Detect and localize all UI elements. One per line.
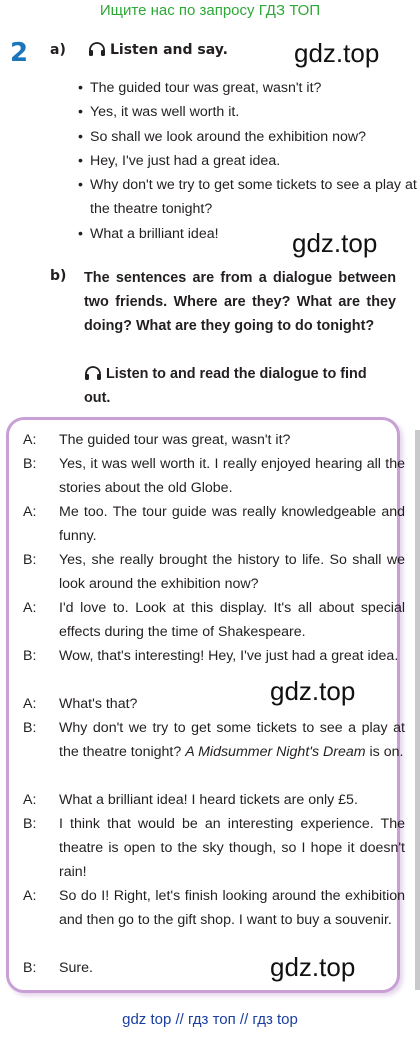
dialogue-line [23,884,405,932]
page-edge [415,430,420,990]
speaker-label: A: [23,504,37,520]
dialogue-line [23,596,405,644]
speaker-label: B: [23,720,37,736]
list-item: • The guided tour was great, wasn't it? [78,76,418,100]
dialogue-text: Yes, it was well worth it. I really enjoyed hearing all the stories about the old Globe. [59,456,405,497]
watermark: gdz.top [270,676,356,706]
dialogue-text: What's that? [59,696,138,712]
speaker-label: A: [23,432,37,448]
watermark: gdz.top [294,38,380,68]
speaker-label: B: [23,816,37,832]
dialogue-text: Me too. The tour guide was really knowledgeable and funny. [59,504,405,545]
dialogue-text: Wow, that's interesting! Hey, I've just had a great idea. [59,648,399,664]
headphones-icon [84,366,102,380]
play-title: A Midsummer Night's Dream [185,744,366,761]
dialogue-line [23,500,405,548]
dialogue-line [23,788,405,812]
list-item: • Hey, I've just had a great idea. [78,149,418,173]
task-number: 2 [10,38,29,68]
dialogue-text: So do I! Right, let's finish looking around the exhibition and then go to the gift shop. I want to buy a souvenir. [59,888,405,929]
dialogue-text: Yes, she really brought the history to life. So shall we look around the exhibition now? [59,552,405,593]
list-item: • Why don't we try to get some tickets to see a play at the theatre tonight? [78,173,418,222]
part-a-title-text: Listen and say. [110,42,228,58]
part-a-label: a) [50,42,66,58]
part-b-listen [84,362,396,410]
speaker-label: B: [23,456,37,472]
dialogue-line [23,716,405,764]
dialogue-text: Sure. [59,960,93,976]
dialogue-line [23,548,405,596]
dialogue-line [23,644,405,668]
headphones-icon [88,42,106,56]
part-b-listen-text: Listen to and read the dialogue to find out. [84,366,367,407]
top-banner: Ищите нас по запросу ГДЗ ТОП [99,2,321,19]
speaker-label: A: [23,888,37,904]
speaker-label: A: [23,600,37,616]
bullet-list [78,76,418,246]
dialogue-line [23,428,405,452]
list-item: • Yes, it was well worth it. [78,100,418,124]
list-item: • What a brilliant idea! [78,222,418,246]
dialogue-text-part: Why don't we try to get some tickets to see a play at the theatre tonight? [59,720,405,761]
speaker-label: B: [23,960,37,976]
dialogue-line [23,452,405,500]
speaker-label: A: [23,696,37,712]
dialogue-text: I'd love to. Look at this display. It's all about special effects during the time of Shakespeare. [59,600,405,641]
part-a-title [88,42,228,58]
speaker-label: B: [23,648,37,664]
dialogue-text-part: is on. [365,744,404,761]
dialogue-text: The guided tour was great, wasn't it? [59,432,291,448]
part-b-label: b) [50,268,67,284]
list-item: • So shall we look around the exhibition now? [78,125,418,149]
watermark: gdz.top [270,952,356,982]
speaker-label: B: [23,552,37,568]
dialogue-line [23,812,405,885]
speaker-label: A: [23,792,37,808]
dialogue-text: I think that would be an interesting experience. The theatre is open to the sky though, so I hope it doesn't rain! [59,816,405,881]
watermark: gdz.top [292,228,378,258]
dialogue-text [59,716,405,764]
part-b-instruction: The sentences are from a dialogue between two friends. Where are they? What are they doing? What are they going to do tonight? [84,270,396,335]
footer: gdz top // гдз топ // гдз top [122,1011,298,1028]
dialogue-text: What a brilliant idea! I heard tickets are only £5. [59,792,358,808]
